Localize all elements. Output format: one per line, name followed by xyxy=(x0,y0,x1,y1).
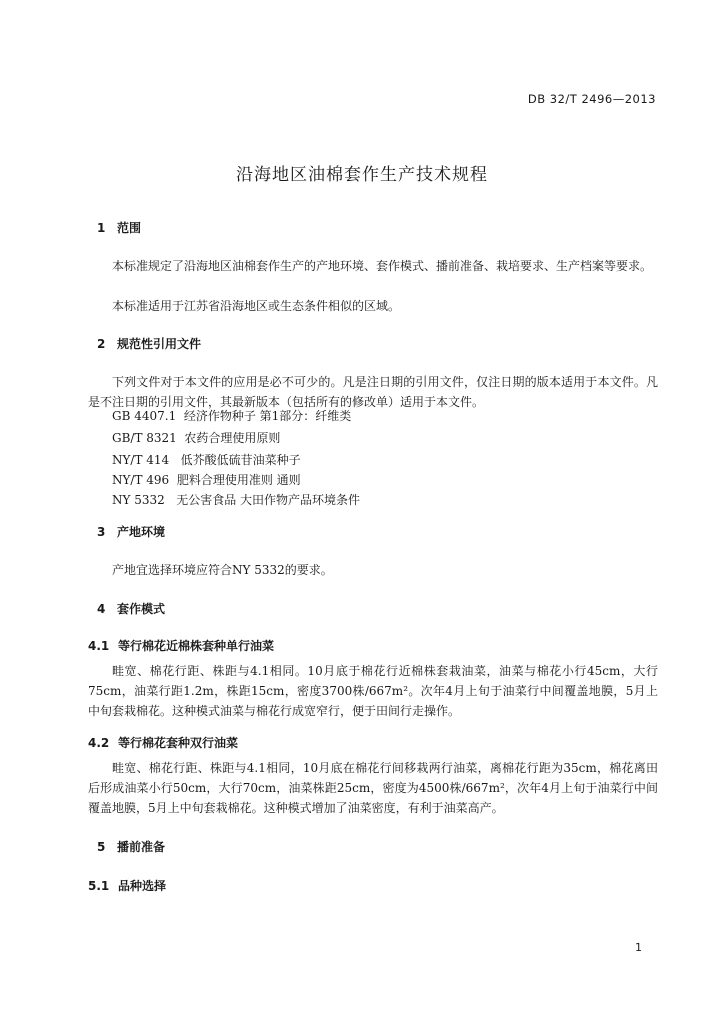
reference-item: NY/T 496 肥料合理使用准则 通则 xyxy=(112,473,301,487)
subsection-4-1-heading xyxy=(88,637,274,654)
section-4-heading xyxy=(97,600,165,617)
subsection-5-1-heading xyxy=(88,877,166,894)
subsection-4-1-paragraph: 畦宽、棉花行距、株距与4.1相同。10月底于棉花行近棉株套栽油菜，油菜与棉花小行45cm，大行75cm，油菜行距1.2m，株距15cm，密度3700株/667m²。次年4月上旬于油菜行中间覆盖地膜，5月上中旬套栽棉花。这种模式油菜与棉花行成宽窄行，便于田间行走操作。 xyxy=(88,664,658,718)
section-1-heading xyxy=(97,219,141,236)
reference-item: GB/T 8321 农药合理使用原则 xyxy=(112,431,281,445)
section-title: 播前准备 xyxy=(117,840,166,854)
reference-item: GB 4407.1 经济作物种子 第1部分：纤维类 xyxy=(112,409,352,423)
subsection-title: 等行棉花套种双行油菜 xyxy=(118,736,239,750)
subsection-number: 4.2 xyxy=(88,736,110,750)
section-number: 4 xyxy=(97,602,106,616)
section-3-heading xyxy=(97,523,165,540)
section-number: 5 xyxy=(97,840,106,854)
section-3-paragraph-1: 产地宜选择环境应符合NY 5332的要求。 xyxy=(112,563,333,577)
page-number: 1 xyxy=(635,941,642,954)
subsection-4-2-paragraph: 畦宽、棉花行距、株距与4.1相同，10月底在棉花行间移栽两行油菜，离棉花行距为35cm，棉花离田后形成油菜小行50cm，大行70cm，油菜株距25cm，密度为4500株/667m²，次年4月上旬于油菜行中间覆盖地膜，5月上中旬套栽棉花。这种模式增加了油菜密度，有利于油菜高产。 xyxy=(88,761,658,815)
subsection-number: 4.1 xyxy=(88,639,110,653)
section-title: 产地环境 xyxy=(117,525,166,539)
section-title: 范围 xyxy=(117,221,142,235)
section-5-heading xyxy=(97,838,165,855)
section-title: 套作模式 xyxy=(117,602,166,616)
section-number: 3 xyxy=(97,525,106,539)
reference-item: NY/T 414 低芥酸低硫苷油菜种子 xyxy=(112,453,301,467)
section-1-paragraph-2: 本标准适用于江苏省沿海地区或生态条件相似的区域。 xyxy=(112,299,401,313)
section-title: 规范性引用文件 xyxy=(117,337,202,351)
section-2-paragraph-1: 下列文件对于本文件的应用是必不可少的。凡是注日期的引用文件，仅注日期的版本适用于本文件。凡是不注日期的引用文件，其最新版本（包括所有的修改单）适用于本文件。 xyxy=(88,375,658,409)
subsection-title: 品种选择 xyxy=(118,879,167,893)
document-title: 沿海地区油棉套作生产技术规程 xyxy=(236,165,488,185)
section-number: 1 xyxy=(97,221,106,235)
subsection-title: 等行棉花近棉株套种单行油菜 xyxy=(118,639,275,653)
standard-code: DB 32/T 2496—2013 xyxy=(527,92,656,106)
section-2-heading xyxy=(97,335,201,352)
section-number: 2 xyxy=(97,337,106,351)
reference-item: NY 5332 无公害食品 大田作物产品环境条件 xyxy=(112,493,361,507)
subsection-number: 5.1 xyxy=(88,879,110,893)
section-1-paragraph-1: 本标准规定了沿海地区油棉套作生产的产地环境、套作模式、播前准备、栽培要求、生产档案等要求。 xyxy=(112,259,653,273)
subsection-4-2-heading xyxy=(88,734,238,751)
